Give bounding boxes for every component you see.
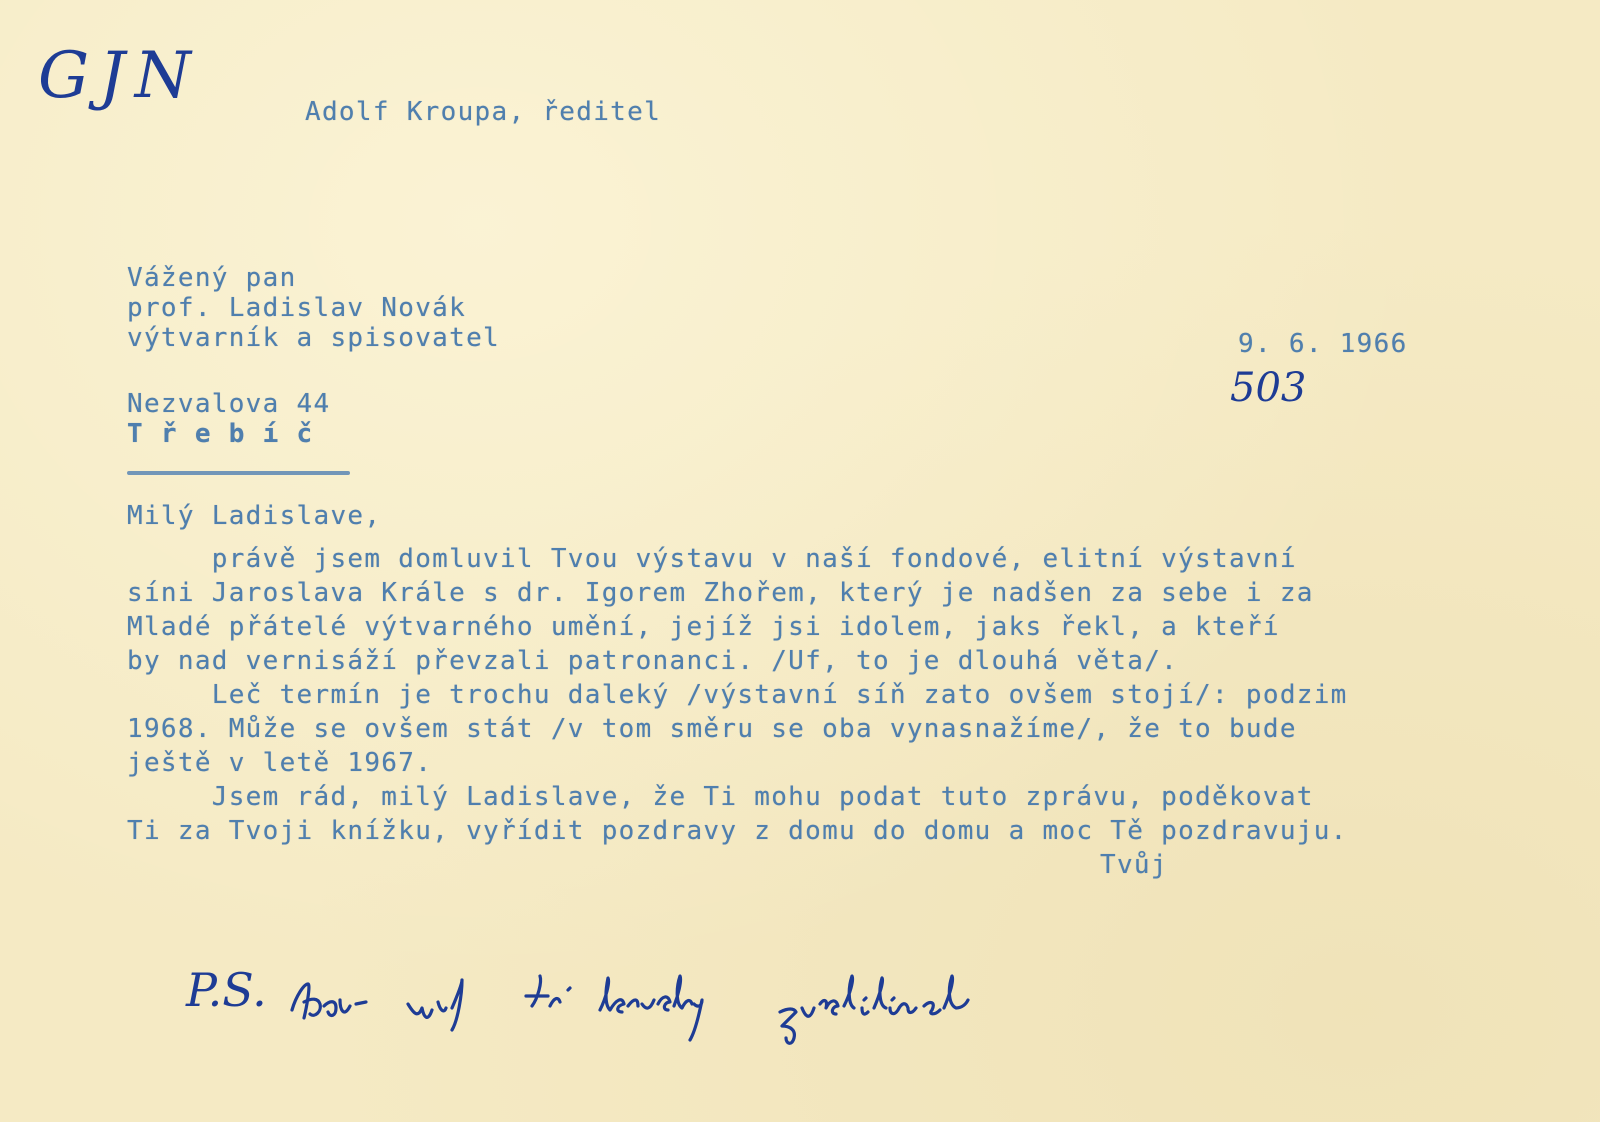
recipient-line-3: výtvarník a spisovatel: [127, 323, 500, 353]
body-line: právě jsem domluvil Tvou výstavu v naší fondové, elitní výstavní: [127, 544, 1297, 574]
body-line: Jsem rád, milý Ladislave, že Ti mohu podat tuto zprávu, poděkovat: [127, 782, 1314, 812]
letter-date: 9. 6. 1966: [1238, 329, 1408, 359]
handwritten-postscript-label: P.S.: [186, 963, 267, 1017]
closing: Tvůj: [1100, 850, 1168, 880]
body-line: síni Jaroslava Krále s dr. Igorem Zhořem, který je nadšen za sebe i za: [127, 578, 1314, 608]
address-underline: [127, 471, 350, 475]
handwritten-initials: GJN: [38, 39, 201, 113]
salutation: Milý Ladislave,: [127, 501, 382, 531]
body-line: 1968. Může se ovšem stát /v tom směru se oba vynasnažíme/, že to bude: [127, 714, 1297, 744]
recipient-line-2: prof. Ladislav Novák: [127, 293, 467, 323]
handwritten-reference-number: 503: [1230, 365, 1307, 411]
recipient-street: Nezvalova 44: [127, 389, 331, 419]
body-line: Leč termín je trochu daleký /výstavní síň zato ovšem stojí/: podzim: [127, 680, 1348, 710]
handwritten-postscript-scribble: [180, 960, 1170, 1050]
body-line: Ti za Tvoji knížku, vyřídit pozdravy z domu do domu a moc Tě pozdravuju.: [127, 816, 1348, 846]
recipient-city: T ř e b í č: [127, 419, 314, 449]
body-line: ještě v letě 1967.: [127, 748, 433, 778]
sender-line: Adolf Kroupa, ředitel: [305, 97, 662, 127]
body-line: by nad vernisáží převzali patronanci. /Uf, to je dlouhá věta/.: [127, 646, 1179, 676]
body-line: Mladé přátelé výtvarného umění, jejíž jsi idolem, jaks řekl, a kteří: [127, 612, 1280, 642]
recipient-line-1: Vážený pan: [127, 263, 297, 293]
